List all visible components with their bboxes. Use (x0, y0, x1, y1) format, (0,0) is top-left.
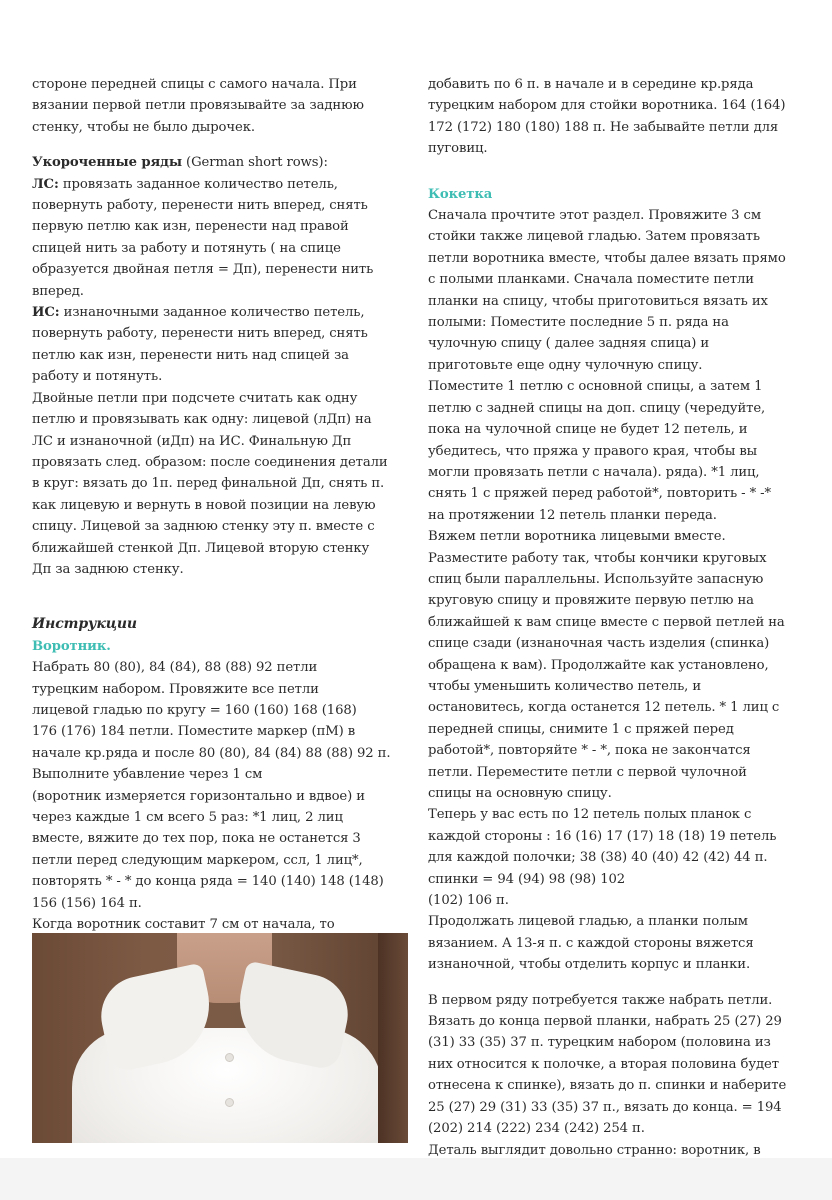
text-line: полыми: Поместите последние 5 п. ряда на (428, 315, 729, 331)
text-line: петлю как изн, перенести нить над спицей за (32, 347, 349, 363)
text-line: Вяжем петли воротника лицевыми вместе. (428, 529, 726, 545)
text-line: стороне передней спицы с самого начала. При (32, 77, 357, 92)
text-line: спицы на основную спицу. (428, 786, 612, 801)
text-line: петлю с задней спицы на доп. спицу (чередуйте, (428, 400, 766, 416)
left-column (32, 74, 404, 935)
text-line: провязать след. образом: после соединения детали (32, 454, 388, 470)
text-line: образуется двойная петля = Дп), перенести нить (32, 262, 374, 278)
text-line: первую петлю как изн, перенести над правой (32, 219, 349, 235)
text-line: спицу. Лицевой за заднюю стенку эту п. вместе с (32, 519, 375, 535)
text-line: Разместите работу так, чтобы кончики круговых (428, 550, 767, 566)
text-line: турецким набором. Провяжите все петли (32, 681, 319, 697)
text-line: приготовьте еще одну чулочную спицу. (428, 357, 703, 373)
text-line: (102) 106 п. (428, 893, 509, 909)
ls-text: провязать заданное количество петель, (58, 176, 338, 192)
text-line: для каждой полочки; 38 (38) 40 (40) 42 (42) 44 п. (428, 850, 768, 866)
text-line: на протяжении 12 петель планки переда. (428, 507, 717, 523)
text-line: передней спицы, снимите 1 с пряжей перед (428, 721, 734, 737)
text-line: отнесена к спинке), вязать до п. спинки и наберите (428, 1078, 787, 1094)
instructions-section (32, 614, 404, 935)
text-line: Дп за заднюю стенку. (32, 561, 184, 577)
text-line: Когда воротник составит 7 см от начала, то (32, 917, 335, 933)
text-line: круговую спицу и провяжите первую петлю на (428, 593, 754, 609)
text-line: стойки также лицевой гладью. Затем провязать (428, 229, 760, 245)
text-line: петли. Переместите петли с первой чулочной (428, 764, 747, 780)
text-line: повторять * - * до конца ряда = 140 (140) 148 (148) (32, 874, 384, 890)
text-line: 172 (172) 180 (180) 188 п. Не забывайте петли для (428, 119, 779, 135)
text-line: спице сзади (изнаночная часть изделия (спинка) (428, 636, 770, 652)
text-line: 156 (156) 164 п. (32, 895, 142, 911)
text-line: работой*, повторяйте * - *, пока не закончатся (428, 743, 751, 759)
short-rows-section (32, 152, 404, 580)
text-line: как лицевую и вернуть в новой позиции на левую (32, 497, 376, 513)
collar-continue-paragraph (428, 74, 806, 160)
text-line: 25 (27) 29 (31) 33 (35) 37 п., вязать до конца. = 194 (428, 1099, 782, 1115)
text-line: петлю и провязывать как одну: лицевой (лДп) на (32, 412, 372, 428)
text-line: спиц были параллельны. Используйте запасную (428, 571, 764, 587)
text-line (32, 302, 404, 323)
instructions-heading: Инструкции (32, 616, 138, 633)
text-line: вместе, вяжите до тех пор, пока не останется 3 (32, 831, 361, 847)
text-line: спинки = 94 (94) 98 (98) 102 (428, 871, 626, 887)
collar-heading: Воротник. (32, 638, 111, 654)
text-line: 176 (176) 184 петли. Поместите маркер (пМ) в (32, 724, 356, 740)
text-line: обращена к вам). Продолжайте как установлено, (428, 657, 769, 673)
text-line: каждой стороны : 16 (16) 17 (17) 18 (18) 19 петель (428, 828, 777, 844)
text-line: могли провязать петли с начала). ряда). *1 лиц, (428, 464, 760, 480)
text-line: повернуть работу, перенести нить вперед, снять (32, 326, 368, 342)
is-text: изнаночными заданное количество петель, (59, 305, 365, 321)
short-rows-heading: Укороченные ряды (32, 155, 182, 171)
text-line: турецким набором для стойки воротника. 164 (164) (428, 98, 786, 114)
text-line (32, 174, 404, 195)
yoke-heading: Кокетка (428, 186, 493, 202)
text-line: Выполните убавление через 1 см (32, 767, 263, 783)
text-line: в круг: вязать до 1п. перед финальной Дп, снять п. (32, 476, 385, 492)
text-line: них относится к полочке, а вторая половина будет (428, 1056, 779, 1072)
short-rows-heading-en: (German short rows): (181, 155, 328, 171)
text-line: петли перед следующим маркером, ссл, 1 лиц*, (32, 852, 363, 868)
right-column (428, 74, 806, 1182)
text-line: Теперь у вас есть по 12 петель полых планок с (428, 807, 752, 823)
text-line: работу и потянуть. (32, 369, 163, 385)
text-line: изнаночной, чтобы отделить корпус и планки. (428, 957, 751, 973)
text-line: вязании первой петли провязывайте за заднюю (32, 98, 364, 114)
intro-paragraph (32, 74, 404, 138)
text-line: Продолжать лицевой гладью, а планки полым (428, 914, 748, 930)
text-line: Набрать 80 (80), 84 (84), 88 (88) 92 петли (32, 660, 318, 676)
ls-label: ЛС: (32, 176, 59, 192)
photo-doorframe (378, 933, 408, 1143)
bottom-fade (0, 1158, 832, 1200)
text-line: спицей нить за работу и потянуть ( на спице (32, 240, 341, 256)
text-line: В первом ряду потребуется также набрать петли. (428, 992, 773, 1008)
text-line: добавить по 6 п. в начале и в середине кр.ряда (428, 77, 754, 92)
text-line: пока на чулочной спице не будет 12 петель, и (428, 422, 748, 438)
yoke-section (428, 184, 806, 976)
is-label: ИС: (32, 305, 60, 321)
short-rows-heading-line (32, 152, 404, 173)
text-line: вперед. (32, 283, 84, 299)
text-line: планки на спицу, чтобы приготовиться вязать их (428, 293, 768, 309)
text-line: с полыми планками. Сначала поместите петли (428, 272, 754, 288)
text-line: убедитесь, что пряжа у правого края, чтобы вы (428, 443, 758, 459)
photo-button (225, 1053, 234, 1062)
photo-button (225, 1098, 234, 1107)
text-line: (воротник измеряется горизонтально и вдвое) и (32, 788, 365, 804)
text-line: чтобы уменьшить количество петель, и (428, 678, 702, 694)
text-line: остановитесь, когда останется 12 петель. * 1 лиц с (428, 700, 780, 716)
text-line: повернуть работу, перенести нить вперед, снять (32, 198, 368, 214)
text-line: вязанием. А 13-я п. с каждой стороны вяжется (428, 935, 754, 951)
text-line: ближайшей стенкой Дп. Лицевой вторую стенку (32, 540, 370, 556)
text-line: через каждые 1 см всего 5 раз: *1 лиц, 2 лиц (32, 810, 343, 825)
text-line: лицевой гладью по кругу = 160 (160) 168 (168) (32, 702, 357, 718)
text-line: пуговиц. (428, 141, 488, 157)
text-line: Двойные петли при подсчете считать как одну (32, 390, 358, 406)
text-line: начале кр.ряда и после 80 (80), 84 (84) 88 (88) 92 п. (32, 745, 391, 761)
text-line: ближайшей к вам спице вместе с первой петлей на (428, 614, 785, 630)
text-line: Сначала прочтите этот раздел. Провяжите 3 см (428, 208, 761, 224)
text-line: (202) 214 (222) 234 (242) 254 п. (428, 1121, 645, 1137)
text-line: Вязать до конца первой планки, набрать 25 (27) 29 (428, 1014, 782, 1030)
text-line: петли воротника вместе, чтобы далее вязать прямо (428, 250, 786, 266)
first-row-paragraph (428, 990, 806, 1183)
text-line: (31) 33 (35) 37 п. турецким набором (половина из (428, 1035, 771, 1051)
photo-woman-white-cardigan (32, 933, 408, 1143)
text-line: Деталь выглядит довольно странно: воротник, в (428, 1142, 761, 1158)
text-line: стенку, чтобы не было дырочек. (32, 119, 255, 135)
text-line: Поместите 1 петлю с основной спицы, а затем 1 (428, 379, 763, 395)
text-line: чулочную спицу ( далее задняя спица) и (428, 336, 710, 352)
text-line: ЛС и изнаночной (иДп) на ИС. Финальную Дп (32, 433, 352, 449)
text-line: снять 1 с пряжей перед работой*, повторить - * -* (428, 486, 771, 502)
